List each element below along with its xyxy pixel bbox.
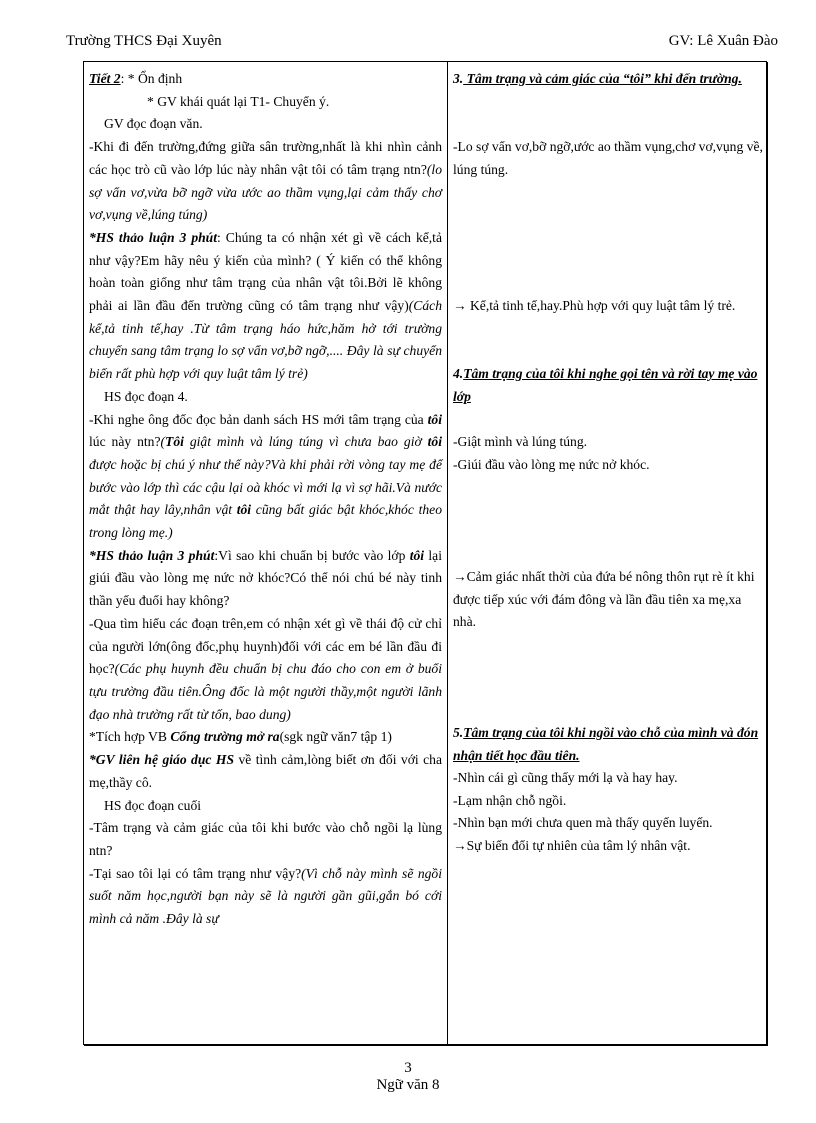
paragraph-7: *Tích hợp VB Cổng trường mở ra(sgk ngữ văn7 tập 1) xyxy=(89,729,392,745)
section-5-body xyxy=(453,767,764,858)
paragraph-9: HS đọc đoạn cuối xyxy=(104,797,202,813)
paragraph-10: -Tâm trạng và cảm giác của tôi khi bước vào chỗ ngồi lạ lùng ntn? xyxy=(89,820,442,858)
section-4-conclusion xyxy=(453,566,764,634)
section-3-body xyxy=(453,136,764,181)
lesson-line-1: Tiết 2: * Ổn định xyxy=(89,71,183,86)
section-3 xyxy=(453,68,764,91)
teacher-name: GV: Lê Xuân Đào xyxy=(668,33,778,49)
section-5-line-3: -Nhìn bạn mới chưa quen mà thấy quyến luyến. xyxy=(453,815,713,831)
section-3-conclusion xyxy=(453,295,764,318)
paragraph-5: *HS thảo luận 3 phút:Vì sao khi chuẩn bị bước vào lớp tôi lại giúi đầu vào lòng mẹ nức nở khóc?Có thể nói chú bé này tinh thần yếu đuối hay không? xyxy=(89,547,442,609)
subject-name: Ngữ văn 8 xyxy=(376,1077,440,1093)
lesson-table xyxy=(83,61,767,1045)
page-number: 3 xyxy=(404,1060,412,1076)
section-4-line-2: -Giúi đầu vào lòng mẹ nức nở khóc. xyxy=(453,456,650,472)
section-3-line-2: lúng túng. xyxy=(453,161,509,177)
section-5-line-1: -Nhìn cái gì cũng thấy mới lạ và hay hay. xyxy=(453,770,678,785)
section-3-line-1: -Lo sợ vẩn vơ,bỡ ngỡ,ước ao thầm vụng,chơ vơ,vụng về, xyxy=(453,139,763,154)
section-5-heading: 5.Tâm trạng của tôi khi ngồi vào chỗ của mình và đón nhận tiết học đầu tiên. xyxy=(453,725,759,763)
section-4-conclusion-text: →Cảm giác nhất thời của đứa bé nông thôn rụt rè ít khi được tiếp xúc với đám đông và lần đầu tiên xa mẹ,xa nhà. xyxy=(453,569,755,630)
section-5 xyxy=(453,722,764,767)
section-4 xyxy=(453,363,764,408)
paragraph-8: *GV liên hệ giáo dục HS về tình cảm,lòng biết ơn đối với cha mẹ,thầy cô. xyxy=(89,752,442,790)
left-column-activities xyxy=(89,68,442,931)
lesson-line-3: GV đọc đoạn văn. xyxy=(104,116,203,132)
section-5-line-4: →Sự biến đổi tự nhiên của tâm lý nhân vật. xyxy=(453,838,691,854)
paragraph-1: -Khi đi đến trường,đứng giữa sân trường,nhất là khi nhìn cảnh các học trò cũ vào lớp lúc này nhân vật tôi có tâm trạng ntn?(lo sợ vẩn vơ,vừa bỡ ngỡ vừa ước ao thầm vụng,lại cảm thấy chơ vơ,vụng về,lúng túng) xyxy=(89,139,442,223)
paragraph-4: -Khi nghe ông đốc đọc bản danh sách HS mới tâm trạng của tôi lúc này ntn?(Tôi giật mình và lúng túng vì chưa bao giờ tôi được hoặc bị chú ý như thế này?Và khi phải rời vòng tay mẹ để bước vào lớp thì các cậu lại oà khóc vì mới lạ vì sợ hãi.Và nước mắt thật hay lây,nhân vật tôi cũng bất giác bật khóc,khóc theo trong lòng mẹ.) xyxy=(89,411,443,541)
paragraph-3: HS đọc đoạn 4. xyxy=(104,388,188,404)
paragraph-6: -Qua tìm hiểu các đoạn trên,em có nhận xét gì về thái độ cử chỉ của người lớn(ông đốc,phụ huynh)đối với các em bé lần đầu đi học?(Các phụ huynh đều chuẩn bị chu đáo cho con em ở buổi tựu trường đầu tiên.Ông đốc là một người thầy,một người lãnh đạo nhà trường rất từ tốn, bao dung) xyxy=(89,615,442,722)
section-3-conclusion-text: → Kể,tả tinh tế,hay.Phù hợp với quy luật tâm lý trẻ. xyxy=(453,298,736,313)
lesson-line-2: * GV khái quát lại T1- Chuyển ý. xyxy=(147,93,330,109)
section-5-line-2: -Lạm nhận chỗ ngồi. xyxy=(453,792,567,808)
paragraph-2: *HS thảo luận 3 phút: Chúng ta có nhận xét gì về cách kể,tả như vậy?Em hãy nêu ý kiến của mình? ( Ý kiến có thể không hoàn toàn giống như tâm trạng của nhân vật tôi.Bởi lẽ không phải ai lần đầu đến trường cũng có tâm trạng như vậy)(Cách kể,tả tinh tế,hay .Từ tâm trạng háo hức,hăm hở tới trường chuyển sang tâm trạng lo sợ vẩn vơ,bỡ ngỡ,.... Đây là sự chuyển biến rất phù hợp với quy luật tâm lý trẻ) xyxy=(89,229,442,382)
section-4-heading: 4.Tâm trạng của tôi khi nghe gọi tên và rời tay mẹ vào lớp xyxy=(453,366,758,404)
paragraph-11: -Tại sao tôi lại có tâm trạng như vậy?(Vì chỗ này mình sẽ ngồi suốt năm học,người bạn này sẽ là người gần gũi,gắn bó cới mình cả năm .Đây là sự xyxy=(89,865,442,927)
column-divider xyxy=(447,62,448,1044)
school-name: Trường THCS Đại Xuyên xyxy=(66,33,222,49)
section-3-heading: 3. Tâm trạng và cảm giác của “tôi” khi đến trường. xyxy=(453,71,742,86)
section-4-body xyxy=(453,431,764,476)
section-4-line-1: -Giật mình và lúng túng. xyxy=(453,434,588,449)
